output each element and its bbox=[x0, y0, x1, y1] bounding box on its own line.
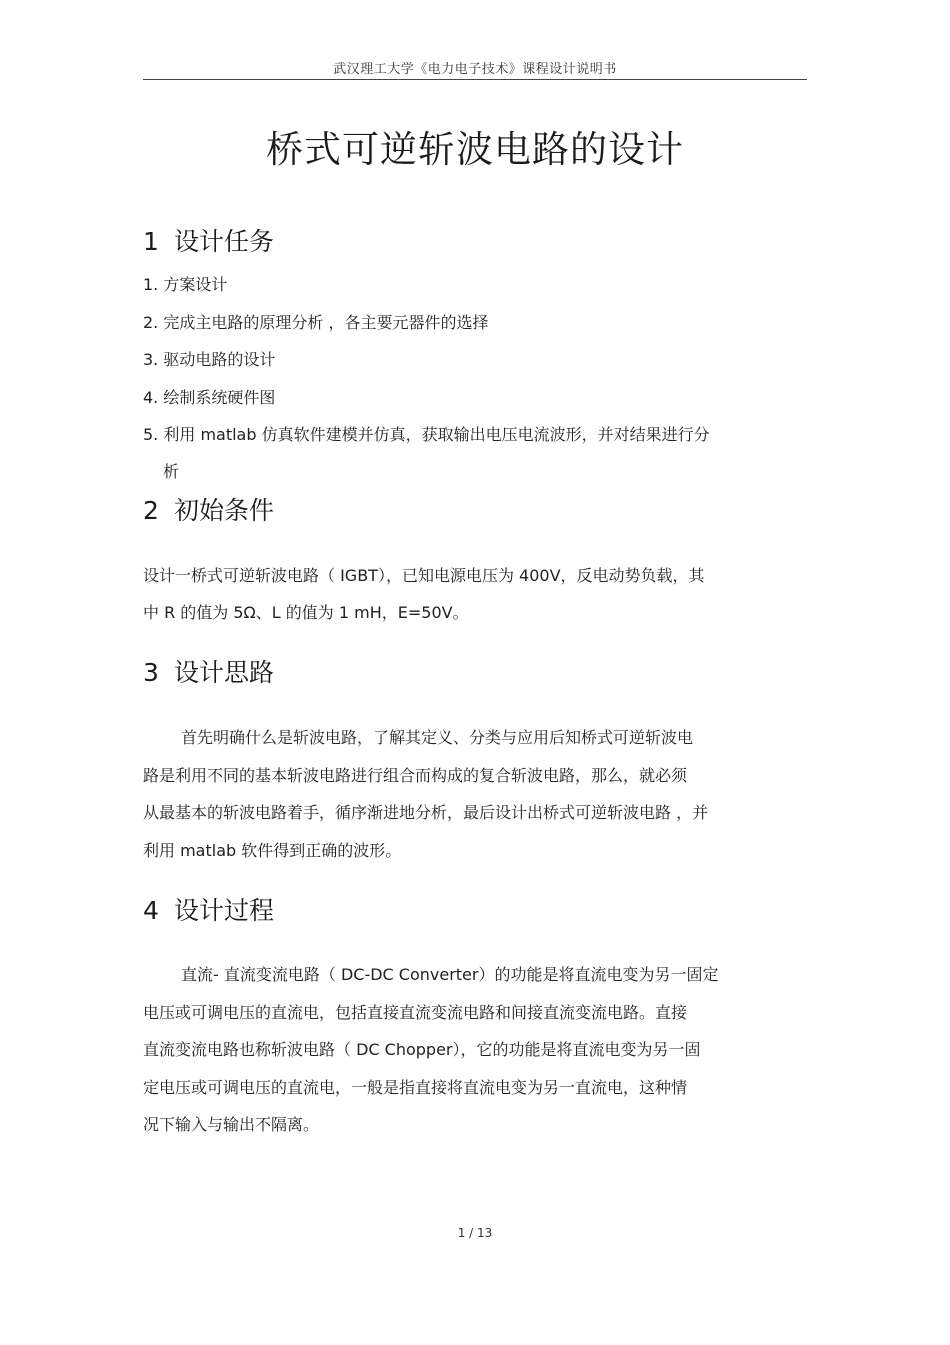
paragraph-line: 首先明确什么是斩波电路，了解其定义、分类与应用后知桥式可逆斩波电 bbox=[181, 728, 694, 747]
paragraph-line: 直流变流电路也称斩波电路（ DC Chopper），它的功能是将直流电变为另一固 bbox=[143, 1040, 701, 1059]
paragraph-line: 路是利用不同的基本斩波电路进行组合而构成的复合斩波电路，那么，就必须 bbox=[143, 766, 688, 785]
task-item-5-continuation: 析 bbox=[163, 462, 180, 481]
paragraph-line: 利用 matlab 软件得到正确的波形。 bbox=[143, 841, 402, 860]
section-number: 2 bbox=[143, 496, 159, 525]
section-number: 4 bbox=[143, 896, 159, 925]
section-number: 3 bbox=[143, 658, 159, 687]
section-title: 设计任务 bbox=[174, 227, 275, 256]
paragraph-line: 直流- 直流变流电路（ DC-DC Converter）的功能是将直流电变为另一固定 bbox=[181, 965, 719, 984]
paragraph-line: 电压或可调电压的直流电，包括直接直流变流电路和间接直流变流电路。直接 bbox=[143, 1003, 688, 1022]
task-item-3: 3. 驱动电路的设计 bbox=[143, 350, 276, 369]
paragraph-line: 从最基本的斩波电路着手，循序渐进地分析，最后设计出桥式可逆斩波电路 ，并 bbox=[143, 803, 709, 822]
document-title: 桥式可逆斩波电路的设计 bbox=[266, 128, 684, 171]
paragraph-line: 况下输入与输出不隔离。 bbox=[143, 1115, 320, 1134]
section-title: 设计过程 bbox=[174, 896, 275, 925]
task-item-2: 2. 完成主电路的原理分析 ，各主要元器件的选择 bbox=[143, 313, 489, 332]
paragraph-line: 设计一桥式可逆斩波电路（ IGBT），已知电源电压为 400V，反电动势负载，其 bbox=[143, 566, 705, 585]
section-heading-3 bbox=[143, 653, 274, 689]
header-divider bbox=[143, 79, 807, 80]
task-item-4: 4. 绘制系统硬件图 bbox=[143, 388, 276, 407]
running-header: 武汉理工大学《电力电子技术》课程设计说明书 bbox=[333, 62, 617, 77]
section-heading-1 bbox=[143, 222, 274, 258]
section-heading-4 bbox=[143, 891, 274, 927]
section-number: 1 bbox=[143, 227, 159, 256]
section-title: 设计思路 bbox=[174, 658, 275, 687]
paragraph-line: 定电压或可调电压的直流电，一般是指直接将直流电变为另一直流电，这种情 bbox=[143, 1078, 688, 1097]
task-item-1: 1. 方案设计 bbox=[143, 275, 228, 294]
section-title: 初始条件 bbox=[174, 496, 275, 525]
task-item-5: 5. 利用 matlab 仿真软件建模并仿真，获取输出电压电流波形，并对结果进行分 bbox=[143, 425, 710, 444]
section-heading-2 bbox=[143, 491, 274, 527]
page-number: 1 / 13 bbox=[457, 1226, 493, 1240]
paragraph-line: 中 R 的值为 5Ω、L 的值为 1 mH，E=50V。 bbox=[143, 603, 469, 622]
